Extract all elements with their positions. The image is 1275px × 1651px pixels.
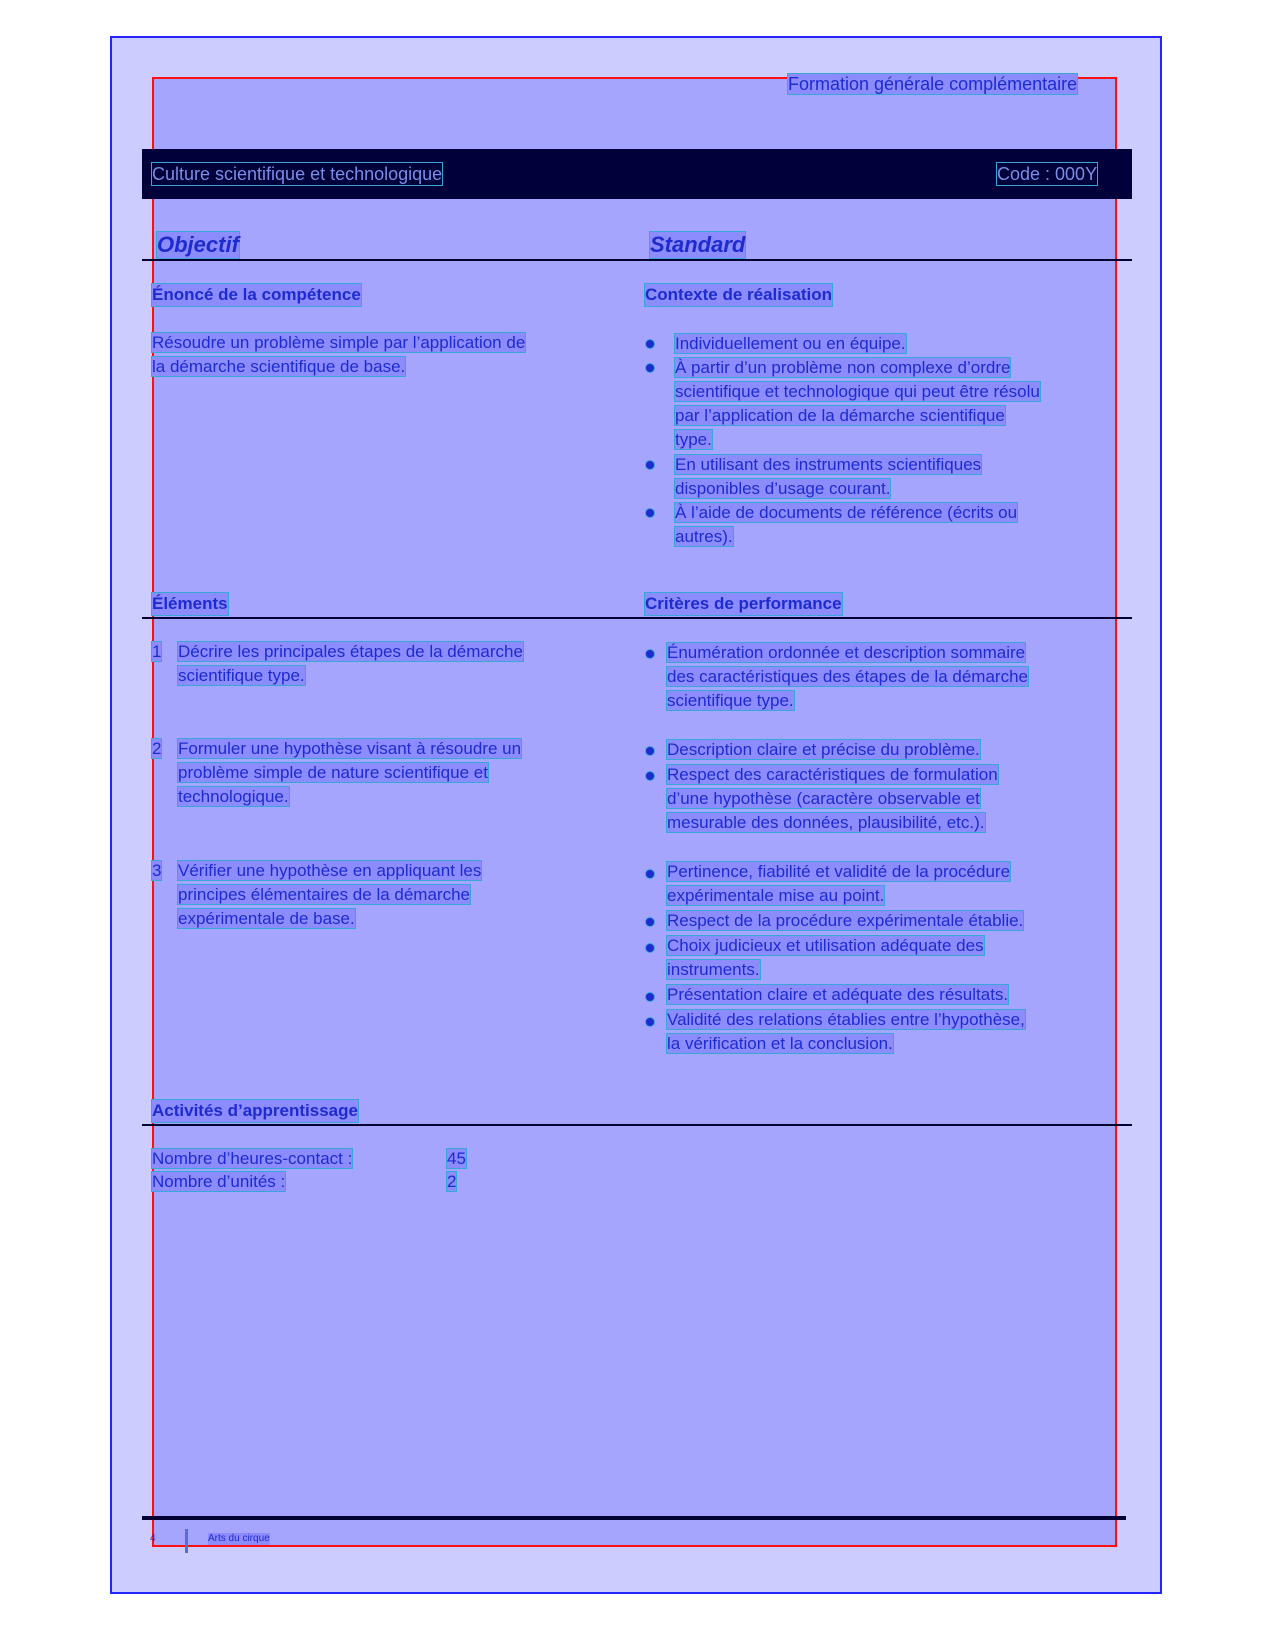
competence-line: Résoudre un problème simple par l’application de — [152, 333, 526, 352]
elements-heading: Éléments — [152, 594, 228, 613]
course-title: Culture scientifique et technologique — [152, 164, 443, 184]
bullet — [646, 1018, 654, 1026]
bullet — [646, 993, 654, 1001]
divider-objective — [142, 259, 1132, 261]
divider-elements — [142, 617, 1132, 619]
criterion: scientifique type. — [667, 691, 794, 710]
criterion: des caractéristiques des étapes de la démarche — [667, 667, 1028, 686]
criterion: Validité des relations établies entre l’hypothèse, — [667, 1010, 1025, 1029]
units-label: Nombre d’unités : — [152, 1172, 286, 1191]
element-text: Vérifier une hypothèse en appliquant les — [178, 861, 482, 880]
context-item: par l’application de la démarche scientifique — [675, 406, 1005, 425]
context-item: À l’aide de documents de référence (écrits ou — [675, 503, 1018, 522]
context-item: disponibles d’usage courant. — [675, 479, 891, 498]
criterion: Présentation claire et adéquate des résultats. — [667, 985, 1009, 1004]
element-text: principes élémentaires de la démarche — [178, 885, 470, 904]
context-item: Individuellement ou en équipe. — [675, 334, 906, 353]
units-value: 2 — [447, 1172, 457, 1191]
criterion: instruments. — [667, 960, 760, 979]
criterion: expérimentale mise au point. — [667, 886, 885, 905]
program-title: Formation générale complémentaire — [788, 74, 1078, 94]
bullet — [646, 364, 654, 372]
criterion: Énumération ordonnée et description sommaire — [667, 643, 1026, 662]
bullet — [646, 870, 654, 878]
hours-value: 45 — [447, 1149, 466, 1168]
context-item: autres). — [675, 527, 733, 546]
criterion: la vérification et la conclusion. — [667, 1034, 893, 1053]
bullet — [646, 747, 654, 755]
element-text: technologique. — [178, 787, 289, 806]
competence-heading: Énoncé de la compétence — [152, 285, 361, 304]
criterion: mesurable des données, plausibilité, etc.). — [667, 813, 985, 832]
hours-label: Nombre d’heures-contact : — [152, 1149, 353, 1168]
criterion: Respect de la procédure expérimentale établie. — [667, 911, 1024, 930]
bullet — [646, 650, 654, 658]
footer-separator — [185, 1529, 188, 1553]
footer-rule — [142, 1516, 1126, 1520]
element-text: expérimentale de base. — [178, 909, 355, 928]
context-item: scientifique et technologique qui peut être résolu — [675, 382, 1040, 401]
criterion: Respect des caractéristiques de formulation — [667, 765, 998, 784]
context-item: type. — [675, 430, 712, 449]
competence-line: la démarche scientifique de base. — [152, 357, 406, 376]
bullet — [646, 461, 654, 469]
context-heading: Contexte de réalisation — [645, 285, 833, 304]
element-text: problème simple de nature scientifique et — [178, 763, 488, 782]
element-text: Formuler une hypothèse visant à résoudre un — [178, 739, 522, 758]
criterion: Pertinence, fiabilité et validité de la procédure — [667, 862, 1011, 881]
footer-page-number: 4 — [150, 1533, 156, 1544]
criterion: Choix judicieux et utilisation adéquate des — [667, 936, 984, 955]
divider-activities — [142, 1124, 1132, 1126]
element-number: 1 — [152, 642, 162, 661]
element-text: scientifique type. — [178, 666, 305, 685]
bullet — [646, 772, 654, 780]
footer-program: Arts du cirque — [208, 1533, 270, 1544]
bullet — [646, 944, 654, 952]
criteria-heading: Critères de performance — [645, 594, 842, 613]
standard-title: Standard — [650, 232, 746, 257]
objective-title: Objectif — [157, 232, 239, 257]
criterion: d’une hypothèse (caractère observable et — [667, 789, 980, 808]
activities-heading: Activités d’apprentissage — [152, 1101, 358, 1120]
bullet — [646, 340, 654, 348]
element-text: Décrire les principales étapes de la démarche — [178, 642, 523, 661]
element-number: 2 — [152, 739, 162, 758]
context-item: À partir d’un problème non complexe d’ordre — [675, 358, 1011, 377]
course-code: Code : 000Y — [997, 164, 1098, 184]
bullet — [646, 918, 654, 926]
criterion: Description claire et précise du problème. — [667, 740, 980, 759]
context-item: En utilisant des instruments scientifiques — [675, 455, 982, 474]
bullet — [646, 509, 654, 517]
element-number: 3 — [152, 861, 162, 880]
